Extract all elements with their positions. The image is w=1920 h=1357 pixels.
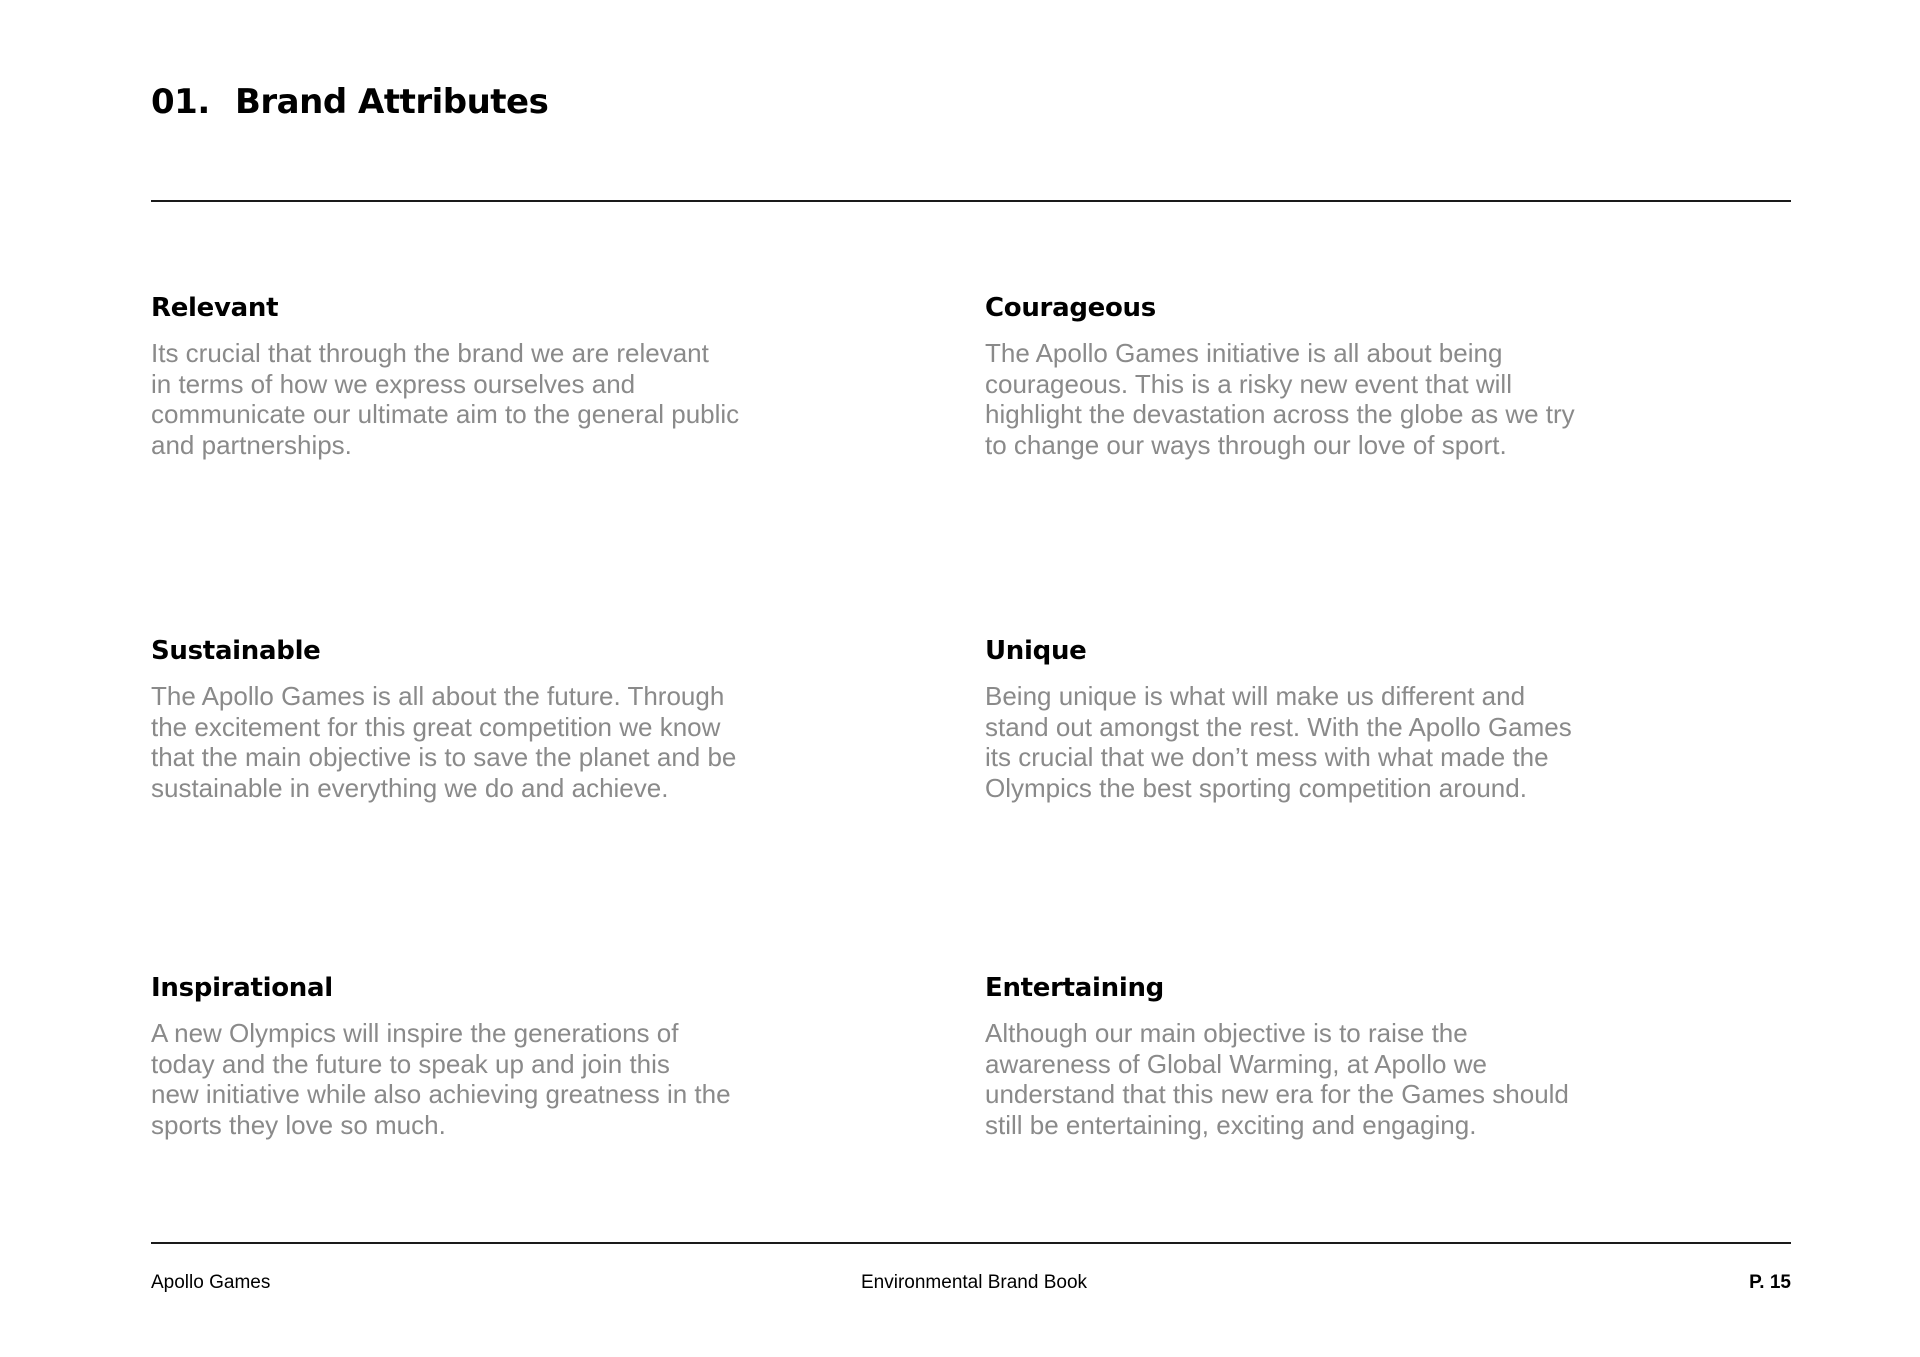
attribute-description: Although our main objective is to raise the awareness of Global Warming, at Apollo we understand that this new era for the Games should still be entertaining, exciting and engaging. bbox=[985, 1018, 1569, 1140]
section-number: 01. bbox=[151, 82, 210, 122]
footer-brand-name: Apollo Games bbox=[151, 1272, 271, 1293]
header-divider bbox=[151, 200, 1791, 202]
attribute-unique bbox=[985, 635, 1585, 803]
attribute-title: Relevant bbox=[151, 293, 279, 323]
page-title bbox=[151, 82, 548, 122]
attribute-entertaining bbox=[985, 972, 1585, 1140]
page-number: P. 15 bbox=[1749, 1272, 1791, 1293]
attribute-description: Its crucial that through the brand we are relevant in terms of how we express ourselves and communicate our ultimate aim to the general public and partnerships. bbox=[151, 338, 740, 460]
attribute-relevant bbox=[151, 292, 751, 460]
attribute-description: The Apollo Games is all about the future. Through the excitement for this great competition we know that the main objective is to save the planet and be sustainable in everything we do and achieve. bbox=[151, 681, 737, 803]
footer-document-title: Environmental Brand Book bbox=[861, 1272, 1088, 1293]
attribute-courageous bbox=[985, 292, 1585, 460]
attribute-title: Entertaining bbox=[985, 973, 1164, 1003]
attribute-description: Being unique is what will make us different and stand out amongst the rest. With the Apollo Games its crucial that we don’t mess with what made the Olympics the best sporting competition around. bbox=[985, 681, 1572, 803]
attribute-sustainable bbox=[151, 635, 751, 803]
attribute-title: Courageous bbox=[985, 293, 1156, 323]
attribute-inspirational bbox=[151, 972, 751, 1140]
attribute-title: Unique bbox=[985, 636, 1087, 666]
section-title: Brand Attributes bbox=[235, 82, 549, 122]
attribute-description: The Apollo Games initiative is all about being courageous. This is a risky new event that will highlight the devastation across the globe as we try to change our ways through our love of sport. bbox=[985, 338, 1575, 460]
attribute-title: Inspirational bbox=[151, 973, 333, 1003]
footer-divider bbox=[151, 1242, 1791, 1244]
attribute-description: A new Olympics will inspire the generations of today and the future to speak up and join this new initiative while also achieving greatness in the sports they love so much. bbox=[151, 1018, 731, 1140]
attribute-title: Sustainable bbox=[151, 636, 321, 666]
